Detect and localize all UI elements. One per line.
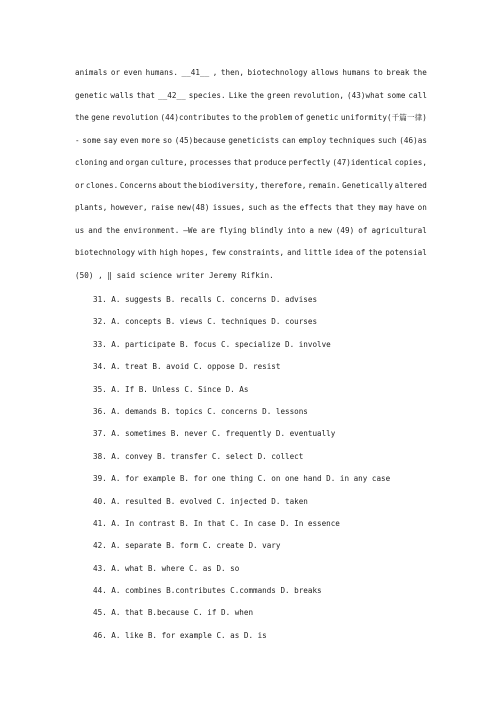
question-43-options: 43. A. what B. where C. as D. so — [93, 563, 240, 573]
question-33-options: 33. A. participate B. focus C. specialize D. involve — [93, 339, 331, 349]
passage-line: genetic walls that __42__ species. Like the green revolution, (43)what some call — [75, 90, 427, 100]
question-36-options: 36. A. demands B. topics C. concerns D. lessons — [93, 406, 308, 416]
question-32-options: 32. A. concepts B. views C. techniques D. courses — [93, 317, 318, 327]
question-42-options: 42. A. separate B. form C. create D. vary — [93, 541, 281, 551]
passage-line: cloning and organ culture, processes that produce perfectly (47)identical copies, — [75, 158, 427, 167]
question-34-options: 34. A. treat B. avoid C. oppose D. resist — [93, 362, 281, 372]
passage-paragraph — [75, 62, 427, 287]
passage-line: - some say even more so (45)because geneticists can employ techniques such (46)as — [75, 135, 427, 145]
question-41-options: 41. A. In contrast B. In that C. In case D. In essence — [93, 518, 340, 528]
passage-line: us and the environment. —We are flying blindly into a new (49) of agricultural — [75, 225, 427, 235]
passage-line: biotechnology with high hopes, few constraints, and little idea of the potensial — [75, 248, 427, 257]
question-45-options: 45. A. that B.because C. if D. when — [93, 608, 254, 618]
answer-options-list — [93, 289, 413, 647]
passage-line: animals or even humans. __41__ , then, biotechnology allows humans to break the — [75, 68, 427, 77]
question-38-options: 38. A. convey B. transfer C. select D. collect — [93, 451, 304, 461]
passage-line: or clones. Concerns about the biodiversity, therefore, remain. Genetically altered — [75, 180, 427, 190]
passage-line: the gene revolution (44)contributes to the problem of genetic uniformity(千篇一律) — [75, 113, 427, 122]
question-44-options: 44. A. combines B.contributes C.commands D. breaks — [93, 586, 322, 596]
question-39-options: 39. A. for example B. for one thing C. on one hand D. in any case — [93, 474, 391, 484]
passage-line: (50) , ‖ said science writer Jeremy Rifkin. — [75, 270, 274, 280]
question-40-options: 40. A. resulted B. evolved C. injected D. taken — [93, 496, 308, 506]
passage-line: plants, however, raise new(48) issues, such as the effects that they may have on — [75, 203, 427, 212]
question-37-options: 37. A. sometimes B. never C. frequently D. eventually — [93, 429, 336, 439]
question-31-options: 31. A. suggests B. recalls C. concerns D. advises — [93, 295, 318, 304]
question-46-options: 46. A. like B. for example C. as D. is — [93, 630, 267, 640]
question-35-options: 35. A. If B. Unless C. Since D. As — [93, 384, 249, 394]
